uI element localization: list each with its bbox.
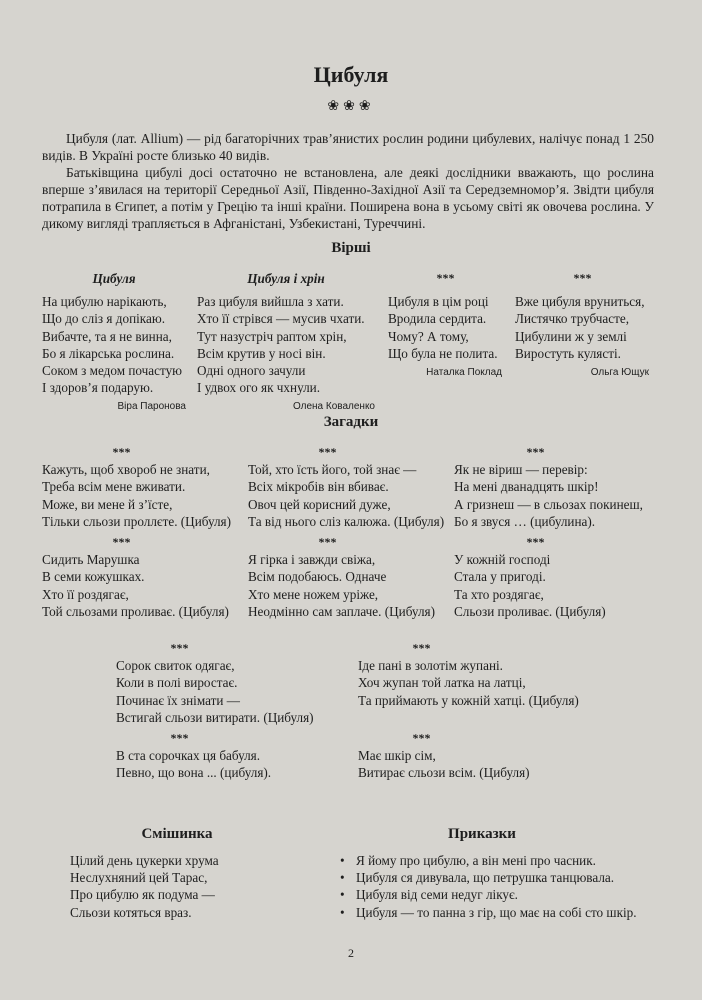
riddle-line: Кажуть, щоб хвороб не знати, <box>42 462 210 478</box>
poem-author: Олена Коваленко <box>292 401 375 413</box>
page-title: Цибуля <box>313 62 389 87</box>
poem-title: Цибуля і хрін <box>247 271 325 286</box>
riddle <box>358 640 598 709</box>
poem-line: Всім крутив у носі він. <box>197 345 326 361</box>
riddle-line: Всім подобаюсь. Одначе <box>248 569 387 585</box>
riddle-stars: *** <box>412 641 430 655</box>
funny-line: Цілий день цукерки хрума <box>70 853 219 868</box>
riddle <box>116 730 326 782</box>
riddle-line: Іде пані в золотім жупані. <box>358 658 503 674</box>
riddle <box>248 534 438 620</box>
riddle <box>248 444 445 530</box>
poem-line: Що була не полита. <box>388 345 498 361</box>
sayings-list <box>340 852 660 921</box>
riddles-heading: Загадки <box>323 414 379 430</box>
riddle-line: Хто її роздягає, <box>42 586 129 602</box>
riddle-line: Певно, що вона ... (цибуля). <box>116 765 272 781</box>
riddle <box>454 444 644 530</box>
riddle-line: В семи кожушках. <box>42 569 145 585</box>
poem-line: Тут назустріч раптом хрін, <box>197 328 347 344</box>
riddle-stars: *** <box>318 445 336 459</box>
riddle-line: А гризнеш — в сльозах покинеш, <box>454 496 643 512</box>
poem-line: Цибуля в цім році <box>388 294 489 310</box>
poem-line: Що до сліз я допікаю. <box>42 311 165 327</box>
riddle-line: Стала у пригоді. <box>454 569 546 585</box>
riddle-line: На мені дванадцять шкір! <box>454 479 599 495</box>
poem-line: І удвох ого як чхнули. <box>197 380 321 396</box>
riddle-line: Та приймають у кожній хатці. (Цибуля) <box>358 692 579 708</box>
riddle-line: Той, хто їсть його, той знає — <box>248 462 417 478</box>
riddle-line: Сидить Марушка <box>42 552 140 568</box>
poem <box>42 270 186 416</box>
riddle-line: Має шкір сім, <box>358 748 436 764</box>
poem-stars: *** <box>573 271 591 285</box>
funny-line: Неслухняний цей Тарас, <box>70 870 208 886</box>
riddle-stars: *** <box>526 535 544 549</box>
poem-line: Вибачте, та я не винна, <box>42 328 172 344</box>
page-number: 2 <box>348 946 354 960</box>
poem-line: І здоров’я подарую. <box>42 380 154 396</box>
poem <box>515 270 649 381</box>
funny-line: Про цибулю як подума — <box>70 887 215 903</box>
riddle <box>454 534 644 620</box>
riddle <box>42 534 232 620</box>
riddle-line: Сорок свиток одягає, <box>116 658 235 674</box>
riddle-line: Неодмінно сам заплаче. (Цибуля) <box>248 603 435 619</box>
riddle-line: В ста сорочках ця бабуля. <box>116 748 261 764</box>
poem-line: Виростуть кулясті. <box>515 345 621 361</box>
riddle-stars: *** <box>526 445 544 459</box>
riddle-stars: *** <box>412 731 430 745</box>
riddle <box>42 444 232 530</box>
riddle-line: Починає їх знімати — <box>116 692 240 708</box>
poem-author: Віра Паронова <box>117 401 186 413</box>
riddle-line: Може, ви мене й з’їсте, <box>42 496 173 512</box>
poem <box>388 270 502 381</box>
riddle-stars: *** <box>112 535 130 549</box>
riddle-line: Коли в полі виростає. <box>116 675 238 691</box>
poem-line: Вродила сердита. <box>388 311 487 327</box>
poem <box>197 270 375 416</box>
riddle-stars: *** <box>318 535 336 549</box>
poem-line: Чому? А тому, <box>388 328 469 344</box>
poem-line: Хто її стрівся — мусив чхати. <box>197 311 365 327</box>
poem-line: На цибулю нарікають, <box>42 294 167 310</box>
riddle-line: Встигай сльози витирати. (Цибуля) <box>116 709 314 725</box>
riddle-line: Хто мене ножем уріже, <box>248 586 379 602</box>
riddle-line: Хоч жупан той латка на латці, <box>358 675 526 691</box>
poem-line: Соком з медом почастую <box>42 363 183 379</box>
saying-item: • Я йому про цибулю, а він мені про часник. <box>340 852 660 869</box>
riddle-line: Той сльозами проливає. (Цибуля) <box>42 603 229 619</box>
riddle-line: Овоч цей корисний дуже, <box>248 496 391 512</box>
riddle-line: Та від нього сліз калюжа. (Цибуля) <box>248 513 445 529</box>
riddle-line: Сльози проливає. (Цибуля) <box>454 603 606 619</box>
riddle <box>116 640 326 726</box>
riddle-stars: *** <box>170 731 188 745</box>
intro-text <box>42 130 654 232</box>
riddle-line: Бо я звуся … (цибулина). <box>454 513 596 529</box>
poem-line: Вже цибуля вруниться, <box>515 294 645 310</box>
riddle-line: Та хто роздягає, <box>454 586 544 602</box>
riddle-line: Я гірка і завжди свіжа, <box>248 552 376 568</box>
poem-line: Листячко трубчасте, <box>515 311 629 327</box>
poem-author: Ольга Ющук <box>590 367 649 379</box>
poem-line: Цибулини ж у землі <box>515 328 627 344</box>
intro-paragraph: Батьківщина цибулі досі остаточно не встановлена, але деякі дослідники вважають, що рослина вперше з’явилася на території Середньої Азії, Південно-Західної Азії та Середземномор’я. Звідти цибуля потрапила в Єгипет, а потім у Грецію та інші країни. Поширена вона в усьому світі як овочева рослина. У дикому вигляді трапляється в Афганістані, Узбекистані, Туреччині. <box>42 165 654 231</box>
poem-author: Наталка Поклад <box>426 367 502 379</box>
riddle-stars: *** <box>170 641 188 655</box>
poem-stars: *** <box>436 271 454 285</box>
poem-title: Цибуля <box>92 271 136 286</box>
riddle-line: Тільки сльози проллєте. (Цибуля) <box>42 513 232 529</box>
saying-item: • Цибуля від семи недуг лікує. <box>340 886 660 903</box>
ornament-icon: ❀❀❀ <box>327 99 375 114</box>
poem-line: Раз цибуля вийшла з хати. <box>197 294 344 310</box>
sayings-heading: Приказки <box>448 826 516 842</box>
poem-line: Бо я лікарська рослина. <box>42 345 175 361</box>
funny-poem <box>70 852 290 921</box>
funny-line: Сльози котяться враз. <box>70 904 192 920</box>
riddle-line: Як не віриш — перевір: <box>454 462 588 478</box>
poems-heading: Вірші <box>331 240 371 256</box>
riddle-stars: *** <box>112 445 130 459</box>
saying-item: • Цибуля — то панна з гір, що має на собі сто шкір. <box>340 904 660 921</box>
riddle-line: Треба всім мене вживати. <box>42 479 186 495</box>
intro-paragraph: Цибуля (лат. Allium) — рід багаторічних трав’янистих рослин родини цибулевих, налічує понад 1 250 видів. В Україні росте близько 40 видів. <box>42 131 654 163</box>
saying-item: • Цибуля ся дивувала, що петрушка танцювала. <box>340 869 660 886</box>
riddle <box>358 730 598 782</box>
riddle-line: Всіх мікробів він вбиває. <box>248 479 389 495</box>
riddle-line: Витирає сльози всім. (Цибуля) <box>358 765 530 781</box>
funny-heading: Смішинка <box>141 826 213 842</box>
riddle-line: У кожній господі <box>454 552 551 568</box>
poem-line: Одні одного зачули <box>197 363 306 379</box>
